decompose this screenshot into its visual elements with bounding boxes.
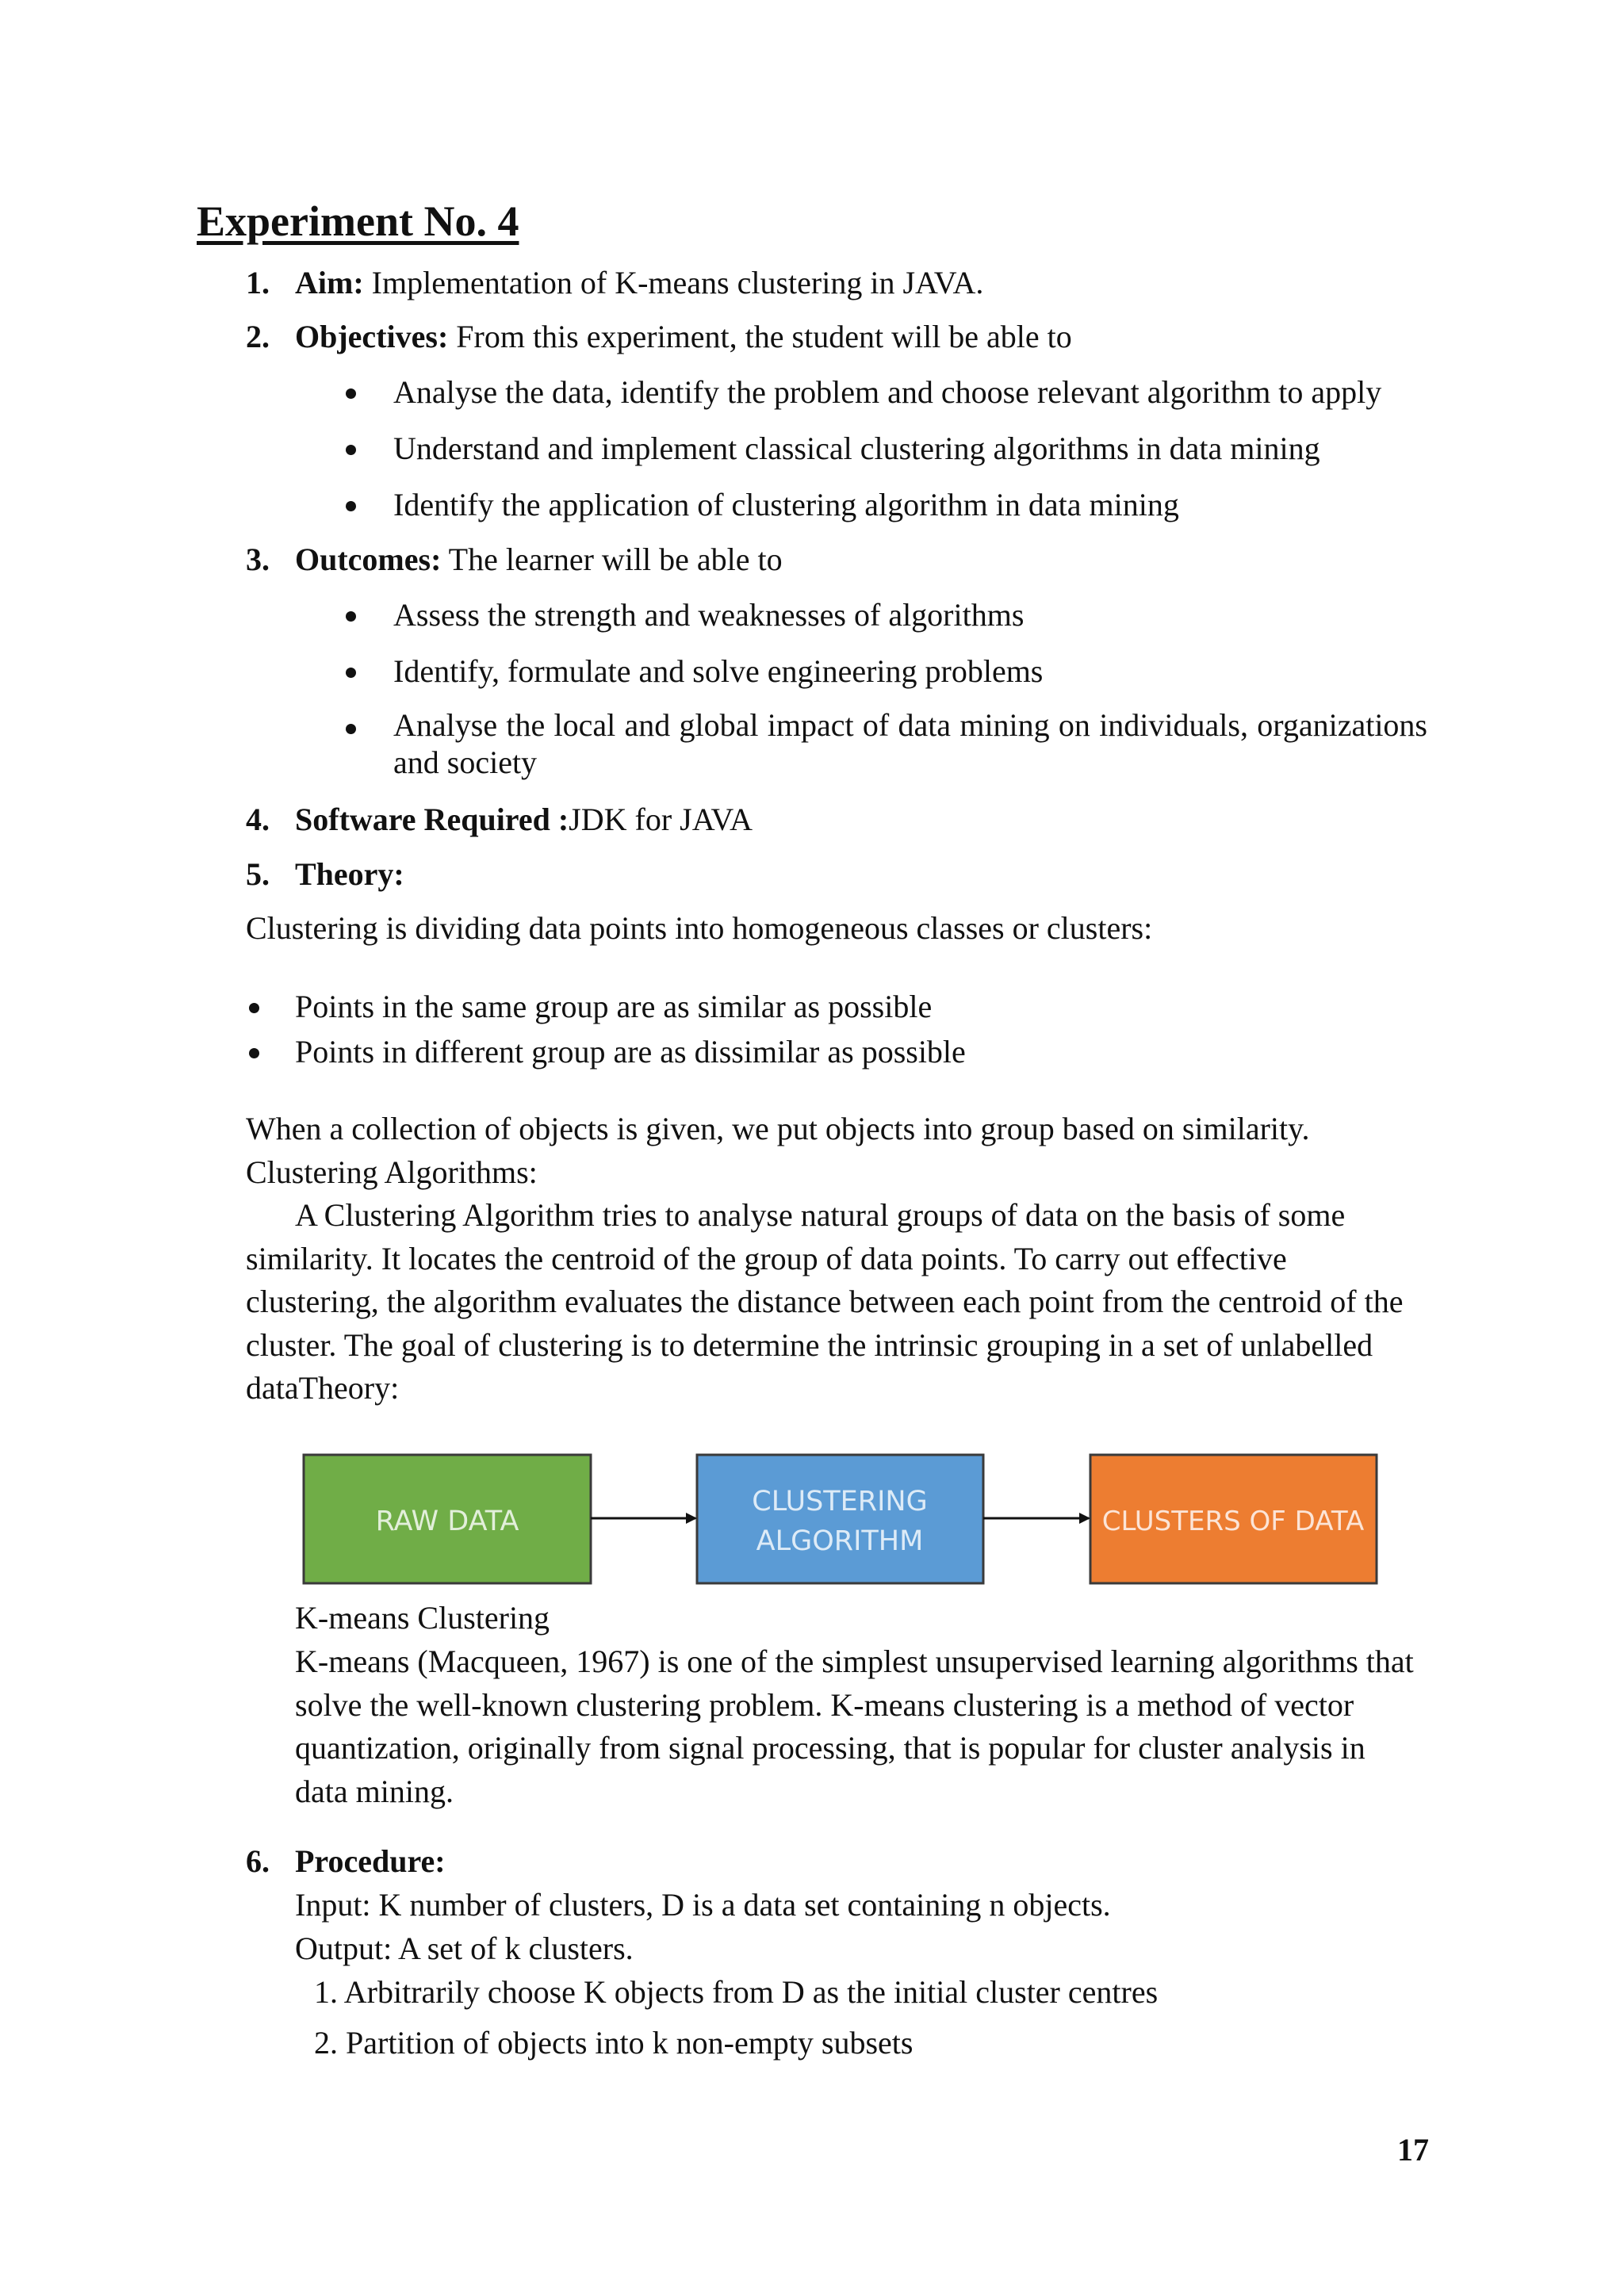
kmeans-paragraph: K-means (Macqueen, 1967) is one of the simplest unsupervised learning algorithms that solve the well-known clustering problem. K-means clustering is a method of vector quantization, originally from signal processing, that is popular for cluster analysis in data mining. bbox=[295, 1644, 1414, 1809]
aim-number: 1. bbox=[246, 265, 270, 300]
objective-bullet: Analyse the data, identify the problem and choose relevant algorithm to apply bbox=[393, 374, 1382, 410]
procedure-label: Procedure: bbox=[295, 1843, 446, 1879]
software-text: JDK for JAVA bbox=[569, 802, 753, 837]
procedure-step: 2. Partition of objects into k non-empty subsets bbox=[314, 2025, 914, 2061]
experiment-title: Experiment No. 4 bbox=[197, 197, 519, 245]
theory-number: 5. bbox=[246, 856, 270, 892]
outcome-bullet: Identify, formulate and solve engineering problems bbox=[393, 653, 1044, 689]
outcome-bullet: Analyse the local and global impact of data mining on individuals, organizations and society bbox=[393, 707, 1427, 780]
objectives-text: From this experiment, the student will be able to bbox=[448, 319, 1072, 354]
clustering-algorithm-label-line1: CLUSTERING bbox=[752, 1486, 928, 1517]
outcomes-label: Outcomes: bbox=[295, 541, 442, 577]
clustering-algorithm-box bbox=[697, 1455, 983, 1583]
theory-paragraph: A Clustering Algorithm tries to analyse natural groups of data on the basis of some similarity. It locates the centroid of the group of data points. To carry out effective clustering, the algorithm evaluates the distance between each point from the centroid of the cluster. The goal of clustering is to determine the intrinsic grouping in a set of unlabelled dataTheory: bbox=[246, 1197, 1404, 1406]
kmeans-heading: K-means Clustering bbox=[295, 1600, 550, 1636]
outcome-bullet: Assess the strength and weaknesses of algorithms bbox=[393, 597, 1025, 633]
clusters-of-data-box bbox=[1090, 1455, 1377, 1583]
aim-label: Aim: bbox=[295, 265, 364, 300]
objective-bullet: Identify the application of clustering algorithm in data mining bbox=[393, 487, 1179, 522]
raw-data-label: RAW DATA bbox=[375, 1506, 519, 1537]
theory-bullet: Points in different group are as dissimilar as possible bbox=[295, 1034, 966, 1070]
objectives-number: 2. bbox=[246, 319, 270, 354]
procedure-output: Output: A set of k clusters. bbox=[295, 1931, 634, 1966]
raw-data-box bbox=[304, 1455, 591, 1583]
clustering-algorithm-label-line2: ALGORITHM bbox=[756, 1525, 924, 1557]
procedure-input: Input: K number of clusters, D is a data set containing n objects. bbox=[295, 1887, 1111, 1923]
objectives-label: Objectives: bbox=[295, 319, 449, 354]
clusters-of-data-label: CLUSTERS OF DATA bbox=[1101, 1506, 1365, 1537]
procedure-step: 1. Arbitrarily choose K objects from D as the initial cluster centres bbox=[314, 1974, 1159, 2010]
procedure-number: 6. bbox=[246, 1843, 270, 1879]
theory-label: Theory: bbox=[295, 856, 404, 892]
software-number: 4. bbox=[246, 802, 270, 837]
software-label: Software Required : bbox=[295, 802, 569, 837]
theory-line: When a collection of objects is given, we put objects into group based on similarity. bbox=[246, 1111, 1310, 1146]
theory-subheading: Clustering Algorithms: bbox=[246, 1154, 538, 1190]
page-number: 17 bbox=[1397, 2132, 1429, 2168]
theory-bullet: Points in the same group are as similar as possible bbox=[295, 989, 933, 1024]
objective-bullet: Understand and implement classical clustering algorithms in data mining bbox=[393, 430, 1320, 466]
outcomes-text: The learner will be able to bbox=[441, 541, 783, 577]
theory-intro: Clustering is dividing data points into homogeneous classes or clusters: bbox=[246, 910, 1153, 946]
aim-text: Implementation of K-means clustering in JAVA. bbox=[363, 265, 984, 300]
outcomes-number: 3. bbox=[246, 541, 270, 577]
